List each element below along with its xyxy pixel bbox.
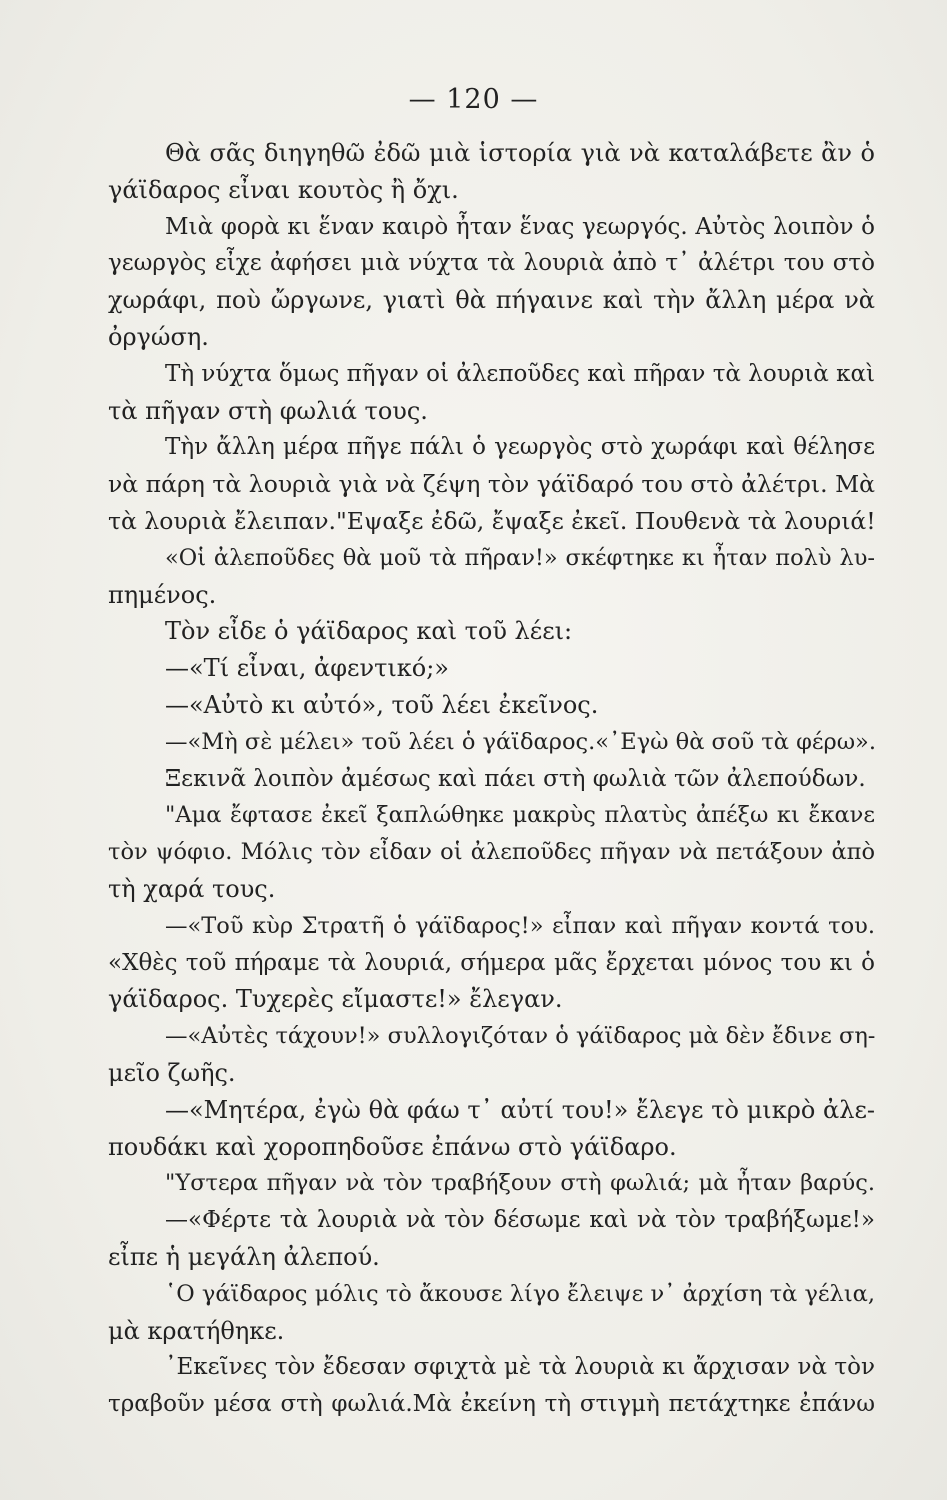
text-line: "Υστερα πῆγαν νὰ τὸν τραβήξουν στὴ φωλιά; μὰ ἦταν βαρύς. bbox=[165, 1170, 875, 1197]
text-line: Τὸν εἶδε ὁ γάϊδαρος καὶ τοῦ λέει: bbox=[165, 617, 573, 646]
text-line: πημένος. bbox=[108, 580, 217, 609]
text-line: —«Αὐτὸ κι αὐτό», τοῦ λέει ἐκεῖνος. bbox=[165, 690, 599, 719]
text-line: —«Μὴ σὲ μέλει» τοῦ λέει ὁ γάϊδαρος.«᾿Εγὼ θὰ σοῦ τὰ φέρω». bbox=[165, 728, 876, 755]
text-line: —«Τί εἶναι, ἀφεντικό;» bbox=[165, 654, 449, 683]
text-line: ὀργώση. bbox=[108, 322, 209, 351]
story-text bbox=[108, 135, 875, 1423]
text-line: ῾Ο γάϊδαρος μόλις τὸ ἄκουσε λίγο ἔλειψε ν᾽ ἀρχίση τὰ γέλια, bbox=[165, 1280, 875, 1307]
text-line: —«Φέρτε τὰ λουριὰ νὰ τὸν δέσωμε καὶ νὰ τὸν τραβήξωμε!» bbox=[165, 1207, 875, 1234]
text-line: πουδάκι καὶ χοροπηδοῦσε ἐπάνω στὸ γάϊδαρο. bbox=[108, 1132, 677, 1161]
text-line: μεῖο ζωῆς. bbox=[108, 1058, 236, 1087]
text-line: Μιὰ φορὰ κι ἕναν καιρὸ ἦταν ἕνας γεωργός. Αὐτὸς λοιπὸν ὁ bbox=[165, 213, 875, 240]
text-line: τὰ πῆγαν στὴ φωλιά τους. bbox=[108, 396, 428, 425]
text-line: Θὰ σᾶς διηγηθῶ ἐδῶ μιὰ ἱστορία γιὰ νὰ καταλάβετε ἂν ὁ bbox=[165, 139, 875, 167]
text-line: γεωργὸς εἶχε ἀφήσει μιὰ νύχτα τὰ λουριὰ ἀπὸ τ᾽ ἀλέτρι του στὸ bbox=[108, 250, 875, 277]
text-line: —«Τοῦ κὺρ Στρατῆ ὁ γάϊδαρος!» εἶπαν καὶ πῆγαν κοντά του. bbox=[165, 912, 875, 939]
text-line: τὴ χαρά τους. bbox=[108, 874, 276, 903]
text-line: Τὴ νύχτα ὅμως πῆγαν οἱ ἀλεποῦδες καὶ πῆραν τὰ λουριὰ καὶ bbox=[165, 360, 875, 387]
text-line: γάϊδαρος. Τυχερὲς εἴμαστε!» ἔλεγαν. bbox=[108, 985, 563, 1014]
text-line: —«Μητέρα, ἐγὼ θὰ φάω τ᾽ αὐτί του!» ἔλεγε τὸ μικρὸ ἀλε- bbox=[165, 1095, 875, 1124]
text-line: τὸν ψόφιο. Μόλις τὸν εἶδαν οἱ ἀλεποῦδες πῆγαν νὰ πετάξουν ἀπὸ bbox=[108, 839, 875, 866]
text-line: «Χθὲς τοῦ πήραμε τὰ λουριά, σήμερα μᾶς ἔρχεται μόνος του κι ὁ bbox=[108, 949, 875, 976]
text-line: νὰ πάρη τὰ λουριὰ γιὰ νὰ ζέψη τὸν γάϊδαρό του στὸ ἀλέτρι. Μὰ bbox=[108, 470, 875, 499]
page-number: — 120 — bbox=[408, 84, 539, 115]
text-line: τὰ λουριὰ ἔλειπαν."Εψαξε ἐδῶ, ἔψαξε ἐκεῖ. Πουθενὰ τὰ λουριά! bbox=[108, 506, 876, 535]
text-line: χωράφι, ποὺ ὤργωνε, γιατὶ θὰ πήγαινε καὶ τὴν ἄλλη μέρα νὰ bbox=[108, 286, 875, 315]
text-line: —«Αὐτὲς τάχουν!» συλλογιζόταν ὁ γάϊδαρος μὰ δὲν ἔδινε ση- bbox=[165, 1023, 876, 1050]
text-line: ᾿Εκεῖνες τὸν ἔδεσαν σφιχτὰ μὲ τὰ λουριὰ κι ἄρχισαν νὰ τὸν bbox=[165, 1354, 875, 1381]
text-line: γάϊδαρος εἶναι κουτὸς ἢ ὄχι. bbox=[108, 175, 459, 204]
text-line: Τὴν ἄλλη μέρα πῆγε πάλι ὁ γεωργὸς στὸ χωράφι καὶ θέλησε bbox=[165, 434, 875, 461]
text-line: εἶπε ἡ μεγάλη ἀλεπού. bbox=[108, 1242, 380, 1271]
text-line: "Αμα ἔφτασε ἐκεῖ ξαπλώθηκε μακρὺς πλατὺς ἀπέξω κι ἔκανε bbox=[165, 802, 875, 829]
text-line: Ξεκινᾶ λοιπὸν ἀμέσως καὶ πάει στὴ φωλιὰ τῶν ἀλεπούδων. bbox=[165, 765, 866, 792]
text-line: μὰ κρατήθηκε. bbox=[108, 1316, 285, 1345]
text-line: «Οἱ ἀλεποῦδες θὰ μοῦ τὰ πῆραν!» σκέφτηκε κι ἦταν πολὺ λυ- bbox=[165, 544, 875, 571]
text-line: τραβοῦν μέσα στὴ φωλιά.Μὰ ἐκείνη τὴ στιγμὴ πετάχτηκε ἐπάνω bbox=[108, 1391, 875, 1418]
